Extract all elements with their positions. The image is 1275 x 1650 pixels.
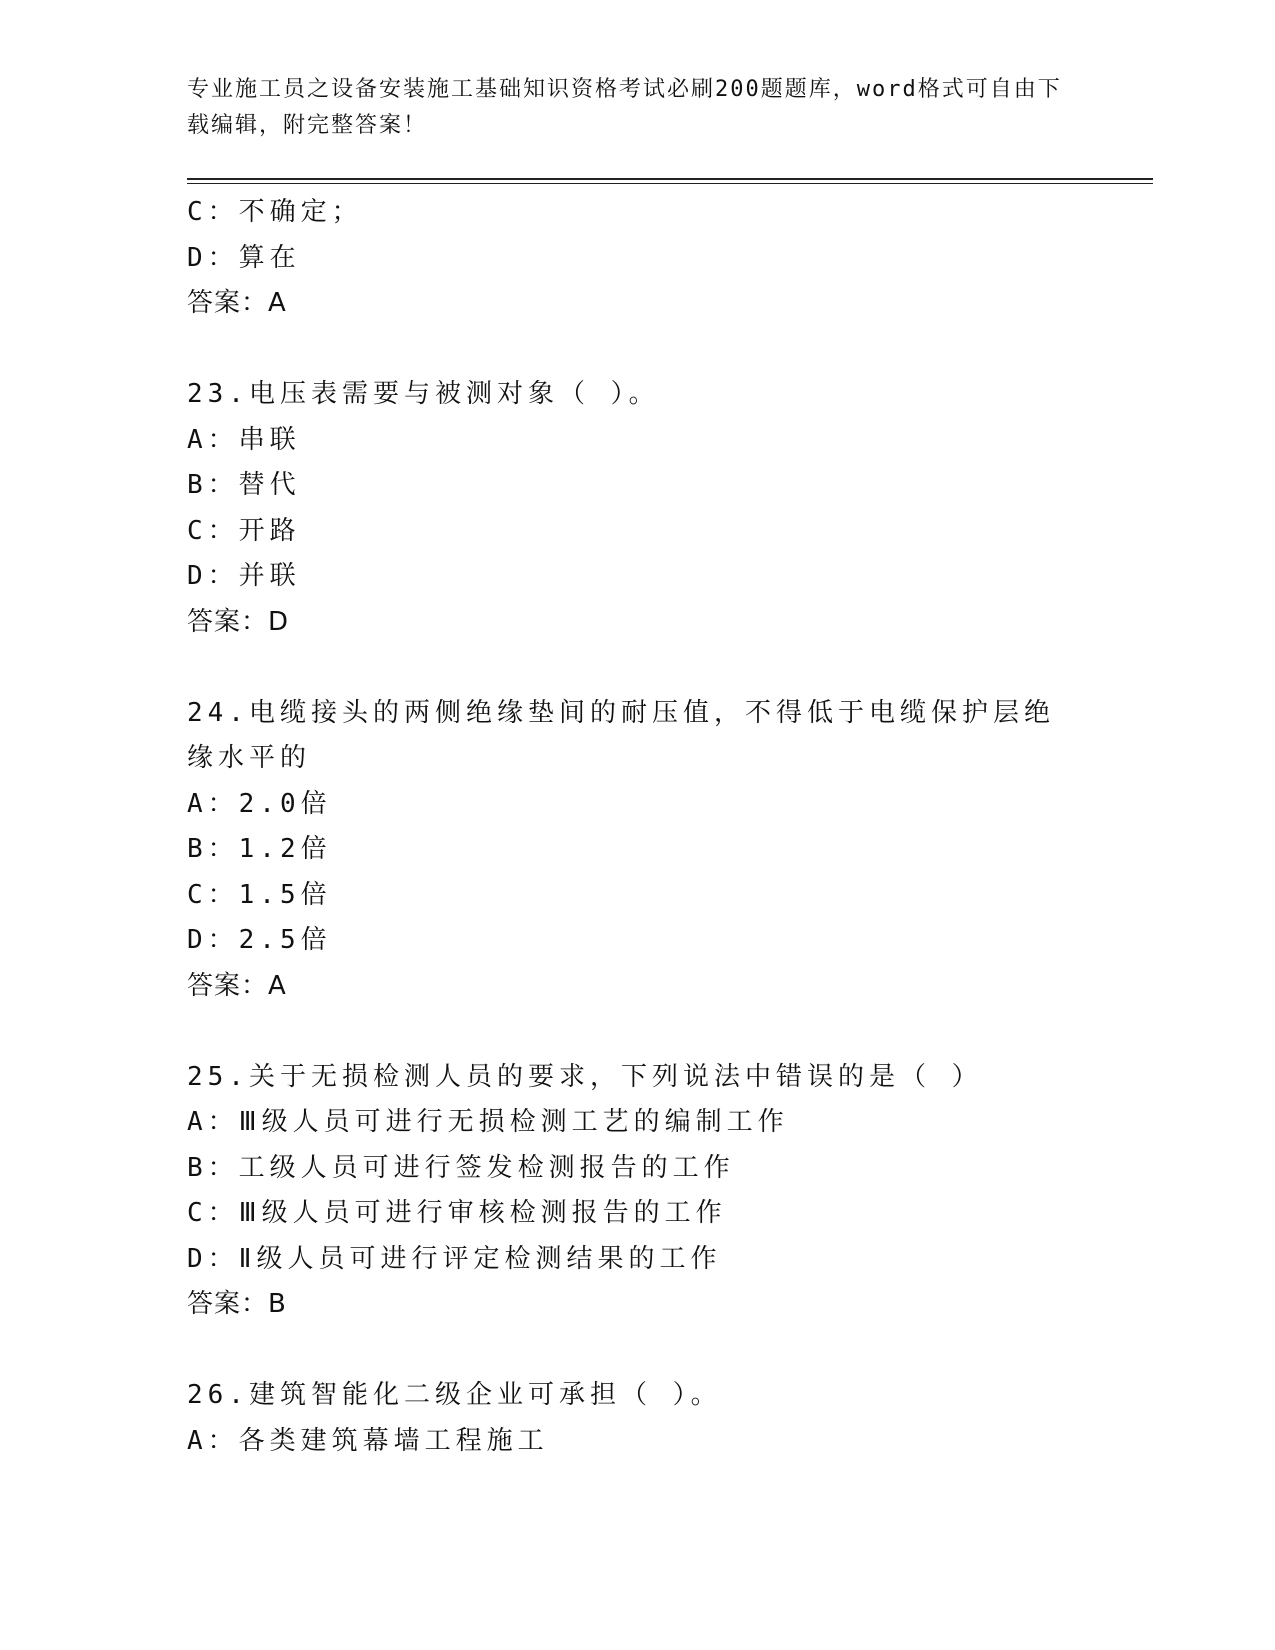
answer-line: 答案：A (187, 970, 287, 1001)
question-block-26 (187, 1373, 1087, 1464)
answer-line: 答案：B (187, 1289, 287, 1319)
option-c: C：不确定； (187, 197, 363, 227)
question-block-22-continued (187, 190, 1087, 327)
question-stem: 26.建筑智能化二级企业可承担（ ）。 (187, 1380, 722, 1410)
option-c: C：Ⅲ级人员可进行审核检测报告的工作 (187, 1198, 727, 1228)
option-a: A：Ⅲ级人员可进行无损检测工艺的编制工作 (187, 1107, 789, 1137)
option-b: B：1.2倍 (187, 834, 332, 864)
question-block-25 (187, 1055, 1087, 1328)
option-d: D：2.5倍 (187, 925, 332, 955)
spacer (187, 1009, 1087, 1055)
option-c: C：开路 (187, 515, 301, 546)
question-block-24 (187, 691, 1087, 1010)
option-c: C：1.5倍 (187, 879, 332, 910)
option-d: D：算在 (187, 242, 301, 273)
question-list (187, 190, 1087, 1464)
answer-line: 答案：A (187, 288, 287, 318)
spacer (187, 327, 1087, 373)
option-b: B：工级人员可进行签发检测报告的工作 (187, 1152, 735, 1183)
option-b: B：替代 (187, 470, 301, 500)
question-stem: 23.电压表需要与被测对象（ ）。 (187, 379, 660, 409)
option-a: A：串联 (187, 424, 301, 455)
header-divider-thin (187, 183, 1153, 184)
option-a: A：各类建筑幕墙工程施工 (187, 1425, 549, 1456)
option-a: A：2.0倍 (187, 788, 332, 819)
question-stem: 25.关于无损检测人员的要求，下列说法中错误的是（ ） (187, 1061, 983, 1092)
answer-line: 答案：D (187, 606, 290, 637)
question-stem: 24.电缆接头的两侧绝缘垫间的耐压值，不得低于电缆保护层绝缘水平的 (187, 697, 1055, 773)
option-d: D：Ⅱ级人员可进行评定检测结果的工作 (187, 1243, 722, 1274)
header-divider-thick (187, 178, 1153, 180)
document-header: 专业施工员之设备安装施工基础知识资格考试必刷200题题库，word格式可自由下载编辑，附完整答案！ (187, 77, 1062, 138)
option-d: D：并联 (187, 561, 301, 591)
spacer (187, 645, 1087, 691)
question-block-23 (187, 372, 1087, 645)
spacer (187, 1328, 1087, 1374)
